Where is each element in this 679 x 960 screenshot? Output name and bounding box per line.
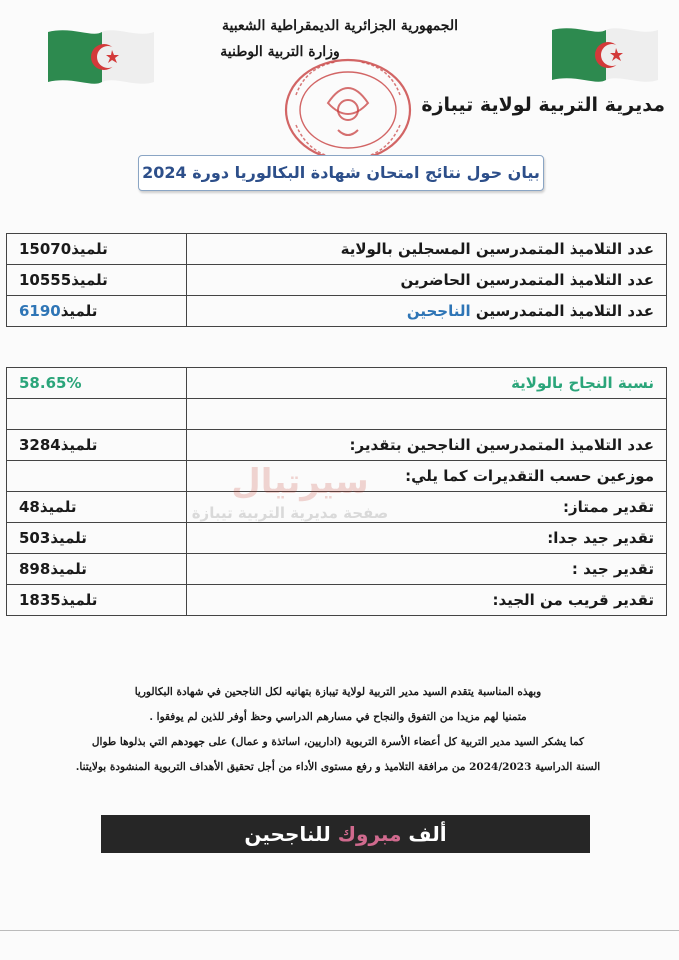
closing-line: وبهذه المناسبة يتقدم السيد مدير التربية لولاية تيبازة بتهانيه لكل الناجحين في شهادة البكالوريا — [134, 686, 542, 698]
grade-label: تقدير جيد جدا: — [187, 523, 667, 554]
empty-cell — [7, 461, 187, 492]
stat-value — [7, 430, 187, 461]
stat-number: 898 — [19, 560, 51, 578]
congratulations-banner — [101, 815, 590, 853]
stat-value — [7, 234, 187, 265]
ministry-title: وزارة التربية الوطنية — [220, 44, 340, 60]
stat-number: 503 — [19, 529, 51, 547]
banner-word: للناجحين — [244, 822, 331, 846]
official-stamp-icon — [278, 55, 418, 165]
stat-value — [7, 265, 187, 296]
label-prefix: عدد التلاميذ المتمدرسين — [475, 302, 654, 320]
unit-label: تلميذ — [39, 498, 77, 516]
table-row — [7, 430, 667, 461]
success-rate-value: 58.65% — [7, 368, 187, 399]
stat-value — [7, 585, 187, 616]
algeria-flag-left-icon — [42, 26, 160, 88]
table-row — [7, 296, 667, 327]
watermark-brand: سيرتيال — [231, 462, 369, 502]
success-rate-label: نسبة النجاح بالولاية — [187, 368, 667, 399]
closing-paragraph — [28, 680, 648, 780]
unit-label: تلميذ — [50, 529, 87, 547]
republic-title: الجمهورية الجزائرية الديمقراطية الشعبية — [221, 18, 458, 34]
stat-value — [7, 296, 187, 327]
stat-number: 15070 — [19, 240, 72, 258]
unit-label: تلميذ — [60, 302, 98, 320]
stat-number: 10555 — [19, 271, 72, 289]
directorate-title: مديرية التربية لولاية تيبازة — [421, 94, 665, 116]
unit-label: تلميذ — [50, 560, 87, 578]
unit-label: تلميذ — [71, 240, 108, 258]
stat-number: 48 — [19, 498, 40, 516]
grade-label: تقدير قريب من الجيد: — [187, 585, 667, 616]
unit-label: تلميذ — [71, 271, 108, 289]
stat-number: 6190 — [19, 302, 61, 320]
closing-line: كما يشكر السيد مدير التربية كل أعضاء الأسرة التربوية (اداريين، اساتذة و عمال) على جهودهم التي بذلوها طوال — [91, 736, 585, 748]
table-row — [7, 368, 667, 399]
banner-word-highlight: مبروك — [337, 822, 402, 846]
table-row-empty — [7, 399, 667, 430]
table-row — [7, 265, 667, 296]
table-row — [7, 234, 667, 265]
unit-label: تلميذ — [60, 591, 98, 609]
closing-line: متمنيا لهم مزيدا من التفوق والنجاح في مسارهم الدراسي وحظ أوفر للذين لم يوفقوا . — [149, 711, 527, 723]
table-row — [7, 585, 667, 616]
unit-label: تلميذ — [60, 436, 98, 454]
stat-label: عدد التلاميذ المتمدرسين الحاضرين — [187, 265, 667, 296]
banner-word: ألف — [408, 822, 447, 846]
stat-label: عدد التلاميذ المتمدرسين الناجحين بتقدير: — [187, 430, 667, 461]
empty-cell — [187, 399, 667, 430]
grade-label: تقدير جيد : — [187, 554, 667, 585]
stat-number: 3284 — [19, 436, 61, 454]
stat-number: 1835 — [19, 591, 61, 609]
watermark-caption: صفحة مديرية التربية تيبازة — [191, 504, 389, 522]
page-bottom-rule — [0, 930, 679, 931]
table-row — [7, 554, 667, 585]
stat-label — [187, 296, 667, 327]
closing-line: السنة الدراسية 2024/2023 من مرافقة التلاميذ و رفع مستوى الأداء من أجل تحقيق الأهداف التربوية المنشودة بولايتنا. — [75, 761, 601, 773]
algeria-flag-right-icon — [546, 24, 664, 86]
stat-value — [7, 523, 187, 554]
report-title: بيان حول نتائج امتحان شهادة البكالوريا دورة 2024 — [138, 155, 544, 191]
empty-cell — [7, 399, 187, 430]
stat-value — [7, 554, 187, 585]
table-row — [7, 523, 667, 554]
label-highlight: الناجحين — [406, 302, 471, 320]
grade-label: تقدير ممتاز: — [187, 492, 667, 523]
stat-label: عدد التلاميذ المتمدرسين المسجلين بالولاية — [187, 234, 667, 265]
distribution-label: موزعين حسب التقديرات كما يلي: — [187, 461, 667, 492]
enrollment-table — [6, 233, 667, 327]
